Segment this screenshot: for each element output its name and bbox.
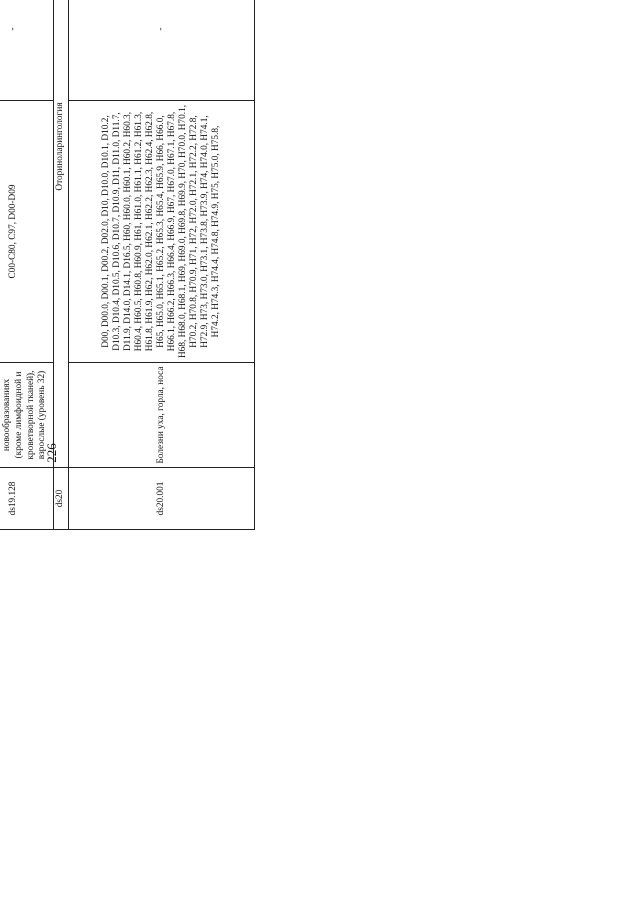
table-row	[0, 0, 54, 530]
mkb-codes: C00-C80, C97, D00-D09	[0, 101, 54, 363]
section-code: ds20	[54, 468, 69, 530]
table-row	[69, 0, 255, 530]
medical-services: -	[69, 0, 255, 101]
ksg-code: ds20.001	[69, 468, 255, 530]
ksg-table	[0, 0, 255, 530]
ksg-code: ds19.128	[0, 468, 54, 530]
ksg-name: новообразованиях (кроме лимфоидной и кроветворной тканей), взрослые (уровень 32)	[0, 363, 54, 468]
section-name: Оториноларингология	[54, 0, 69, 468]
ksg-name: Болезни уха, горла, носа	[69, 363, 255, 468]
section-row	[54, 0, 69, 530]
mkb-codes: D00, D00.0, D00.1, D00.2, D02.0, D10, D10.0, D10.1, D10.2, D10.3, D10.4, D10.5, D10.6, D10.7, D10.9, D11, D11.0, D11.7, D11.9, D14.0, D14.1, D16.5, H60, H60.0, H60.1, H60.2, H60.3, H60.4, H60.5, H60.8, H60.9, H61, H61.0, H61.1, H61.2, H61.3, H61.8, H61.9, H62, H62.0, H62.1, H62.2, H62.3, H62.4, H62.8, H65, H65.0, H65.1, H65.2, H65.3, H65.4, H65.9, H66, H66.0, H66.1, H66.2, H66.3, H66.4, H66.9, H67, H67.0, H67.1, H67.8, H68, H68.0, H68.1, H69, H69.0, H69.8, H69.9, H70, H70.0, H70.1, H70.2, H70.8, H70.9, H71, H72, H72.0, H72.1, H72.2, H72.8, H72.9, H73, H73.0, H73.1, H73.8, H73.9, H74, H74.0, H74.1, H74.2, H74.3, H74.4, H74.8, H74.9, H75, H75.0, H75.8,	[69, 101, 255, 363]
page-number: 226	[44, 443, 59, 463]
medical-services: -	[0, 0, 54, 101]
